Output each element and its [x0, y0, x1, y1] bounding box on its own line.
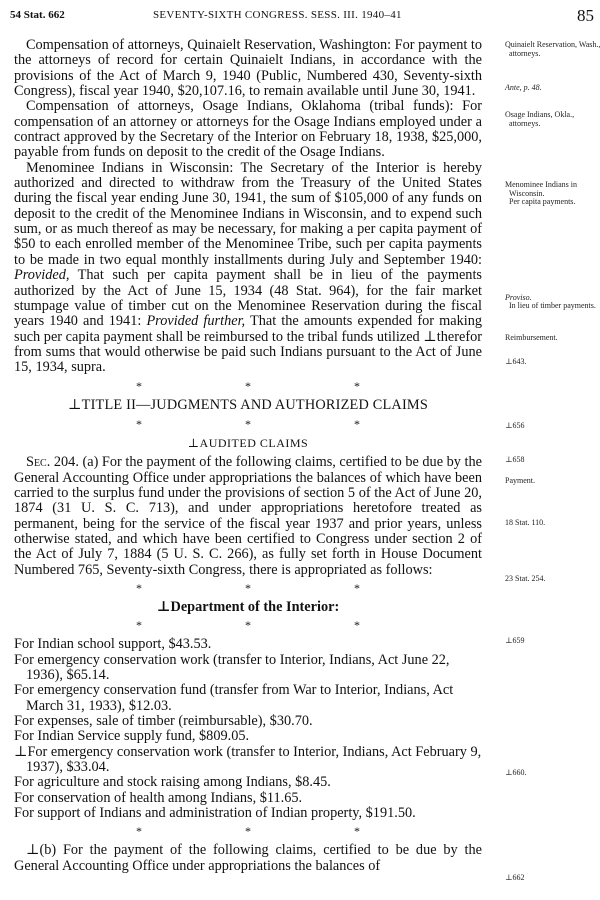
- margin-note-18-stat: 18 Stat. 110.: [505, 518, 546, 527]
- margin-note-quinaielt: Quinaielt Reservation, Wash., attorneys.: [505, 40, 600, 58]
- menominee-text-c: That the amounts expended for making such per capita payment shall be reimbursed to the tribal funds utilized ⊥therefor from sums that would otherwise be paid such Indians pursuant to the Act of June 15, 1934, supra.: [14, 313, 483, 376]
- department-heading: ⊥Department of the Interior:: [156, 599, 340, 615]
- page-header: [10, 6, 594, 24]
- claim-item: For Indian school support, $43.53.: [14, 636, 212, 653]
- margin-note-reimbursement: Reimbursement.: [505, 333, 558, 342]
- claim-item: For Indian Service supply fund, $809.05.: [14, 728, 250, 745]
- section-break-stars: * * *: [136, 618, 360, 633]
- margin-note-page-656: ⊥656: [505, 421, 525, 430]
- margin-note-menominee: Menominee Indians in Wisconsin.: [505, 180, 577, 198]
- margin-note-page-660: ⊥660.: [505, 768, 527, 777]
- margin-note-page-643: ⊥643.: [505, 357, 527, 366]
- main-text-column: [14, 38, 482, 874]
- margin-note-osage: Osage Indians, Okla., attorneys.: [505, 110, 575, 128]
- claim-item: For expenses, sale of timber (reimbursable), $30.70.: [14, 713, 313, 730]
- audited-claims-heading: ⊥AUDITED CLAIMS: [187, 435, 309, 450]
- claim-item: For support of Indians and administration of Indian property, $191.50.: [14, 805, 416, 822]
- paragraph-menominee: [14, 161, 482, 376]
- section-break-stars: * * *: [136, 581, 360, 595]
- running-title: SEVENTY-SIXTH CONGRESS. SESS. III. 1940–41: [153, 9, 402, 21]
- menominee-text-a: Menominee Indians in Wisconsin: The Secretary of the Interior is hereby authorized and directed to withdraw from the Treasury of the United States during the fiscal year ending June 30, 1941, the sum of $105,000 of any funds on deposit to the credit of the Menominee Indians in Wisconsin, and to expend such sum, or as much thereof as may be necessary, for making a per capita payment of $50 to each enrolled member of the Menominee Tribe, such per capita payments to be made in two equal monthly installments during July and September 1940:: [14, 159, 482, 268]
- margin-note-23-stat: 23 Stat. 254.: [505, 574, 546, 583]
- paragraph-osage: Compensation of attorneys, Osage Indians, Oklahoma (tribal funds): For compensation of an attorney or attorneys for the Osage Indians employed under a contract approved by the Secretary of the Interior on February 18, 1938, $25,000, payable from funds on deposit to the credit of the Osage Indians.: [14, 98, 482, 161]
- claim-item: For emergency conservation fund (transfer from War to Interior, Indians, Act March 31, 1933), $12.03.: [14, 682, 454, 714]
- menominee-text-b: That such per capita payment shall be in lieu of the payments authorized by the Act of June 15, 1934 (48 Stat. 964), for the fair market stumpage value of timber cut on the Menominee Reservation during the fiscal years 1940 and 1941:: [14, 267, 482, 330]
- proviso-word: Provided,: [14, 267, 70, 284]
- paragraph-sec-204: [14, 455, 482, 578]
- claim-item: For agriculture and stock raising among Indians, $8.45.: [14, 774, 331, 791]
- margin-note-page-662: ⊥662: [505, 873, 525, 882]
- margin-note-ante: Ante, p. 48.: [505, 83, 542, 92]
- margin-note-in-lieu: In lieu of timber payments.: [509, 301, 596, 310]
- claim-item: For conservation of health among Indians, $11.65.: [14, 789, 303, 806]
- section-break-stars: * * *: [136, 378, 360, 393]
- margin-note-page-658: ⊥658: [505, 455, 525, 464]
- section-label: Sec. 204.: [26, 454, 79, 471]
- page-number: 85: [577, 6, 594, 25]
- title-heading: ⊥TITLE II—JUDGMENTS AND AUTHORIZED CLAIMS: [68, 396, 428, 413]
- section-text: (a) For the payment of the following claims, certified to be due by the General Accounting Office under appropriations the balances of which have been carried to the surplus fund under the provisions of section 5 of the Act of June 20, 1874 (31 U. S. C. 713), and under appropriations heretofore treated as permanent, being for the service of the fiscal year 1937 and prior years, unless otherwise stated, and which have been certified to Congress under section 2 of the Act of July 7, 1884 (5 U. S. C. 266), as fully set forth in House Document Numbered 765, Seventy-sixth Congress, there is appropriated as follows:: [14, 454, 482, 578]
- margin-note-proviso: Proviso.: [505, 293, 532, 302]
- stat-citation: 54 Stat. 662: [10, 9, 65, 21]
- margin-note-per-capita: Per capita payments.: [509, 197, 576, 206]
- claim-item: ⊥For emergency conservation work (transfer to Interior, Indians, Act February 9, 1937), $33.04.: [14, 743, 482, 776]
- paragraph-b: ⊥(b) For the payment of the following claims, certified to be due by the General Accounting Office under appropriations the balances of: [14, 842, 482, 874]
- section-break-stars: * * *: [136, 824, 360, 839]
- proviso-further-word: Provided further,: [146, 313, 246, 330]
- margin-note-payment: Payment.: [505, 476, 535, 485]
- section-break-stars: * * *: [136, 416, 360, 431]
- margin-note-page-659: ⊥659: [505, 636, 525, 645]
- claim-item: For emergency conservation work (transfer to Interior, Indians, Act June 22, 1936), $65.14.: [14, 651, 450, 684]
- paragraph-quinaielt: Compensation of attorneys, Quinaielt Reservation, Washington: For payment to the attorneys of record for certain Quinaielt Indians, in accordance with the provisions of the Act of March 9, 1940 (Public, Numbered 430, Seventy-sixth Congress), fiscal year 1940, $20,107.16, to remain available until June 30, 1941.: [14, 37, 483, 100]
